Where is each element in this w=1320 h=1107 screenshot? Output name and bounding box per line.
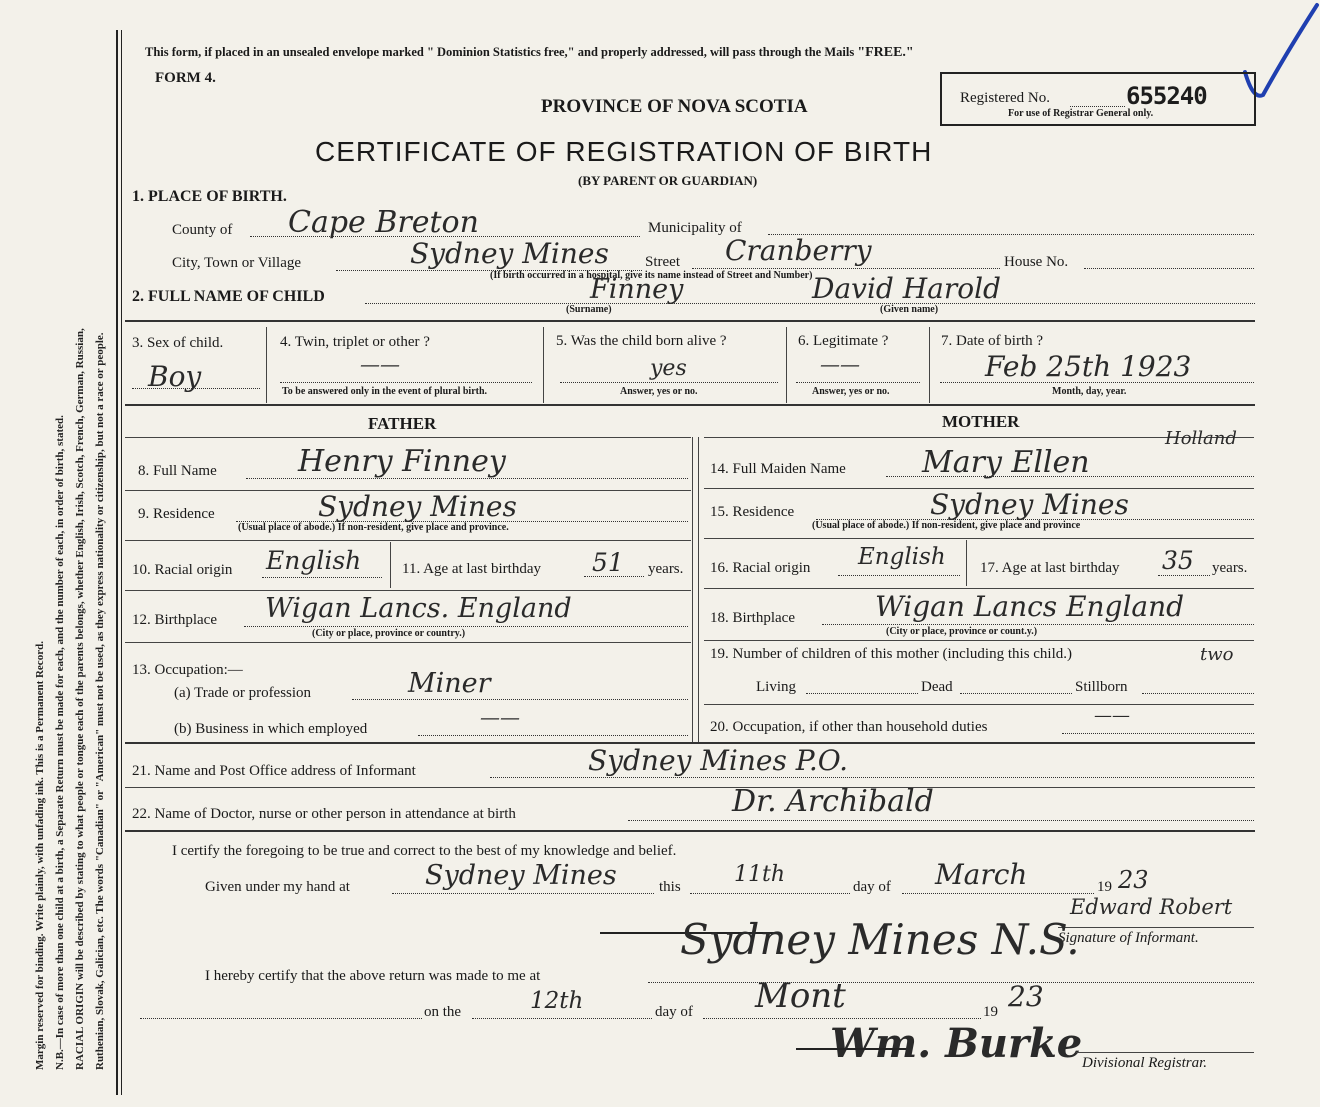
form-number: FORM 4. xyxy=(155,70,216,86)
divider xyxy=(929,327,930,403)
given-place-field xyxy=(392,893,654,894)
mother-occupation-value: —— xyxy=(1094,705,1130,726)
doctor-value: Dr. Archibald xyxy=(732,784,934,819)
surname-caption: (Surname) xyxy=(566,304,612,315)
registrar-day-field xyxy=(472,1018,652,1019)
registrar-place-field xyxy=(648,982,1254,983)
mother-age-field xyxy=(1158,575,1210,576)
hospital-note: (If birth occurred in a hospital, give its name instead of Street and Number) xyxy=(490,270,813,281)
given-place-value: Sydney Mines xyxy=(425,860,617,891)
mother-children-value: two xyxy=(1200,644,1234,665)
father-residence-label: 9. Residence xyxy=(138,506,215,522)
child-given-name-value: David Harold xyxy=(812,272,1001,305)
given-label: Given under my hand at xyxy=(205,879,350,895)
father-residence-note: (Usual place of abode.) If non-resident, give place and province. xyxy=(238,522,509,533)
dob-label: 7. Date of birth ? xyxy=(941,333,1044,349)
mother-residence-note: (Usual place of abode.) If non-resident, give place and province xyxy=(812,520,1081,531)
legitimate-note: Answer, yes or no. xyxy=(812,386,890,397)
registrar-note: For use of Registrar General only. xyxy=(1008,108,1154,119)
divider xyxy=(125,787,1255,788)
father-birthplace-field xyxy=(244,626,688,627)
county-label: County of xyxy=(172,222,233,238)
registrar-signature: Wm. Burke xyxy=(830,1020,1083,1067)
dead-label: Dead xyxy=(921,679,953,695)
signature-line xyxy=(1076,1052,1254,1053)
mother-racial-label: 16. Racial origin xyxy=(710,560,811,576)
living-label: Living xyxy=(756,679,796,695)
father-birthplace-note: (City or place, province or country.) xyxy=(312,628,466,639)
given-year-value: 23 xyxy=(1118,866,1149,894)
signature-line xyxy=(1058,927,1254,928)
column-divider xyxy=(698,437,699,742)
born-alive-note: Answer, yes or no. xyxy=(620,386,698,397)
registered-label: Registered No. xyxy=(960,90,1050,106)
street-value: Cranberry xyxy=(725,234,872,267)
divider xyxy=(125,590,691,591)
divider xyxy=(125,437,691,438)
mother-age-label: 17. Age at last birthday xyxy=(980,560,1120,576)
father-birthplace-label: 12. Birthplace xyxy=(132,612,217,628)
father-age-label: 11. Age at last birthday xyxy=(402,561,541,577)
dob-note: Month, day, year. xyxy=(1052,386,1127,397)
divider xyxy=(125,404,1255,406)
mother-birthplace-field xyxy=(822,624,1254,625)
mother-birthplace-label: 18. Birthplace xyxy=(710,610,795,626)
divider xyxy=(786,327,787,403)
given-name-caption: (Given name) xyxy=(880,304,939,315)
city-label: City, Town or Village xyxy=(172,255,302,271)
father-business-value: —— xyxy=(480,705,520,729)
divider xyxy=(704,640,1254,641)
living-field xyxy=(806,693,918,694)
father-birthplace-value: Wigan Lancs. England xyxy=(265,593,572,624)
mother-name-label: 14. Full Maiden Name xyxy=(710,461,846,477)
dead-field xyxy=(960,693,1072,694)
margin-border xyxy=(116,30,118,1095)
father-name-label: 8. Full Name xyxy=(138,463,217,479)
stillborn-field xyxy=(1142,693,1254,694)
registrar-caption: Divisional Registrar. xyxy=(1082,1055,1208,1071)
born-alive-field xyxy=(560,382,778,383)
father-racial-field xyxy=(262,577,382,578)
registrar-place-value: Sydney Mines N.S. xyxy=(680,915,1080,964)
father-business-field xyxy=(418,735,688,736)
father-racial-value: English xyxy=(266,546,362,575)
father-trade-label: (a) Trade or profession xyxy=(174,685,312,701)
registrar-month-value: Mont xyxy=(755,976,846,1016)
informant-signature: Edward Robert xyxy=(1070,895,1233,919)
margin-note-multiple-births: N.B.—In case of more than one child at a birth, a Separate Return must be made for each, and the number of each, in order of birth, stated. xyxy=(54,415,66,1070)
divider xyxy=(125,830,1255,832)
divider xyxy=(390,542,391,588)
certificate-title: CERTIFICATE OF REGISTRATION OF BIRTH xyxy=(315,136,933,167)
this-label: this xyxy=(659,879,681,895)
margin-note-binding: Margin reserved for binding. Write plainly, with unfading ink. This is a Permanent Record. xyxy=(34,641,46,1070)
certification-statement: I certify the foregoing to be true and correct to the best of my knowledge and belief. xyxy=(172,843,677,859)
informant-value: Sydney Mines P.O. xyxy=(588,744,849,777)
mother-occupation-label: 20. Occupation, if other than household duties xyxy=(710,719,988,735)
mother-name-value: Mary Ellen xyxy=(922,445,1090,480)
city-value: Sydney Mines xyxy=(410,237,609,270)
given-month-value: March xyxy=(935,858,1028,891)
legitimate-value: —— xyxy=(820,352,860,376)
mother-residence-label: 15. Residence xyxy=(710,504,795,520)
doctor-label: 22. Name of Doctor, nurse or other person in attendance at birth xyxy=(132,806,516,822)
given-year-prefix: 19 xyxy=(1097,879,1112,895)
dob-field xyxy=(940,382,1254,383)
municipality-label: Municipality of xyxy=(648,220,742,236)
margin-border-inner xyxy=(121,30,122,1095)
place-of-birth-heading: 1. PLACE OF BIRTH. xyxy=(132,188,287,205)
father-age-value: 51 xyxy=(592,548,624,577)
street-label: Street xyxy=(645,254,680,270)
informant-label: 21. Name and Post Office address of Informant xyxy=(132,763,416,779)
father-heading: FATHER xyxy=(368,414,437,433)
divider xyxy=(704,538,1254,539)
registrar-day-value: 12th xyxy=(530,988,584,1014)
father-racial-label: 10. Racial origin xyxy=(132,562,233,578)
province-heading: PROVINCE OF NOVA SCOTIA xyxy=(541,96,808,117)
father-age-unit: years. xyxy=(648,561,684,577)
divider xyxy=(704,588,1254,589)
twin-label: 4. Twin, triplet or other ? xyxy=(280,334,430,350)
day-of-label: day of xyxy=(853,879,891,895)
divider xyxy=(125,642,691,643)
father-trade-value: Miner xyxy=(408,668,491,699)
born-alive-value: yes xyxy=(650,356,687,381)
margin-note-racial-origin-2: Ruthenian, Slovak, Galician, etc. The words "Canadian" or "American" must not be used, as they express nationality or citizenship, but not a race or people. xyxy=(94,332,106,1070)
registrar-year-value: 23 xyxy=(1008,980,1044,1013)
registrar-year-prefix: 19 xyxy=(983,1004,998,1020)
registrar-month-field xyxy=(703,1018,981,1019)
registered-number: 655240 xyxy=(1126,82,1207,110)
doctor-field xyxy=(628,820,1254,821)
mother-birthplace-value: Wigan Lancs England xyxy=(875,590,1185,623)
certificate-subtitle: (BY PARENT OR GUARDIAN) xyxy=(578,173,758,188)
street-field xyxy=(692,268,1000,269)
mother-racial-field xyxy=(838,575,960,576)
registered-number-box xyxy=(940,72,1256,126)
mother-residence-value: Sydney Mines xyxy=(930,488,1129,521)
twin-value: —— xyxy=(360,352,400,376)
stillborn-label: Stillborn xyxy=(1075,679,1128,695)
born-alive-label: 5. Was the child born alive ? xyxy=(556,333,727,349)
mother-birthplace-note: (City or place, province or count.y.) xyxy=(886,626,1038,637)
mother-name-extra: Holland xyxy=(1165,428,1237,449)
twin-note: To be answered only in the event of plural birth. xyxy=(282,386,488,397)
given-day-field xyxy=(690,893,850,894)
child-name-field xyxy=(365,303,1255,304)
registered-dots xyxy=(1070,106,1125,107)
mother-racial-value: English xyxy=(858,544,946,570)
informant-field xyxy=(490,777,1254,778)
divider xyxy=(266,327,267,403)
father-residence-value: Sydney Mines xyxy=(318,490,517,523)
father-occupation-label: 13. Occupation:— xyxy=(132,662,243,678)
registrar-day-of-label: day of xyxy=(655,1004,693,1020)
on-the-label: on the xyxy=(424,1004,462,1020)
house-number-field xyxy=(1084,268,1254,269)
house-number-label: House No. xyxy=(1004,254,1069,270)
father-trade-field xyxy=(352,699,688,700)
mother-occupation-field xyxy=(1062,733,1254,734)
child-surname-value: Finney xyxy=(590,274,684,305)
twin-field xyxy=(280,382,532,383)
registrar-statement: I hereby certify that the above return was made to me at xyxy=(205,968,541,984)
legitimate-field xyxy=(796,382,920,383)
divider xyxy=(543,327,544,403)
dob-value: Feb 25th 1923 xyxy=(985,350,1192,383)
mother-age-value: 35 xyxy=(1162,546,1194,575)
divider xyxy=(966,540,967,586)
father-name-value: Henry Finney xyxy=(298,444,506,479)
mail-notice: This form, if placed in an unsealed envelope marked " Dominion Statistics free," and properly addressed, will pass through the Mails "FREE." xyxy=(145,45,914,60)
mother-children-label: 19. Number of children of this mother (including this child.) xyxy=(710,646,1073,662)
informant-signature-caption: Signature of Informant. xyxy=(1058,930,1199,946)
divider xyxy=(125,320,1255,322)
mother-age-unit: years. xyxy=(1212,560,1248,576)
given-day-value: 11th xyxy=(734,862,786,887)
divider xyxy=(125,540,691,541)
divider xyxy=(704,704,1254,705)
signature-line xyxy=(796,1048,906,1050)
sex-label: 3. Sex of child. xyxy=(132,335,224,351)
father-business-label: (b) Business in which employed xyxy=(174,721,368,737)
county-value: Cape Breton xyxy=(288,205,479,240)
legitimate-label: 6. Legitimate ? xyxy=(798,333,889,349)
given-month-field xyxy=(902,893,1094,894)
child-name-label: 2. FULL NAME OF CHILD xyxy=(132,288,325,305)
sex-value: Boy xyxy=(148,360,202,393)
registrar-line-field xyxy=(140,1018,422,1019)
mother-heading: MOTHER xyxy=(942,412,1020,431)
column-divider xyxy=(692,437,693,742)
margin-note-racial-origin: RACIAL ORIGIN will be described by stating to what people or tongue each of the parents belongs, whether English, Irish, Scotch, French, German, Russian, xyxy=(74,328,86,1070)
sex-field xyxy=(132,388,260,389)
